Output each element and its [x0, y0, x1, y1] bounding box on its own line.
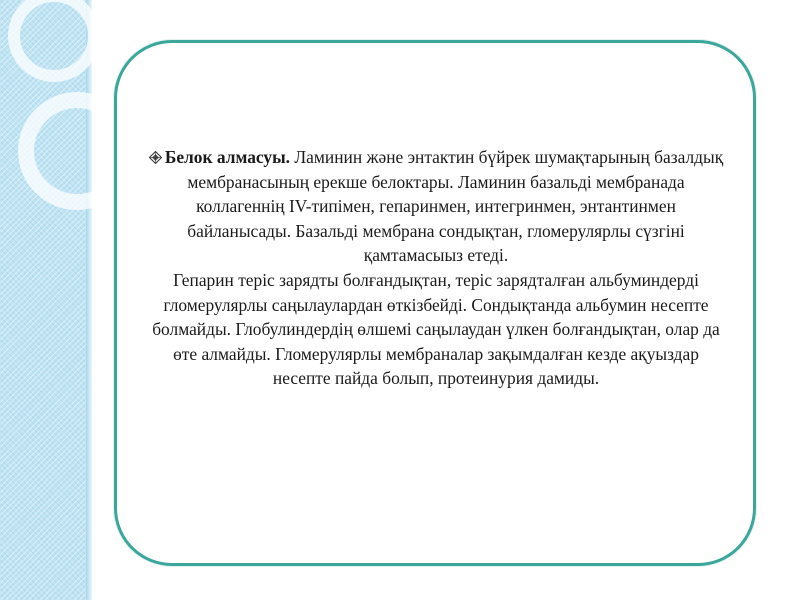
diamond-bullet-icon [149, 151, 162, 164]
paragraph-1 [146, 145, 726, 268]
decorative-side-stripe [0, 0, 92, 600]
slide-heading: Белок алмасуы. [164, 147, 291, 167]
paragraph-1-text: Ламинин және энтактин бүйрек шумақтарының базалдық мембранасының ерекше белоктары. Ламинин базальді мембранада коллагеннің IV-типімен, гепаринмен, интегринмен, энтантинмен байланысады. Базальді мембрана сондықтан, гломерулярлы сүзгіні қамтамасыыз етеді. [187, 147, 724, 266]
paragraph-2: Гепарин теріс зарядты болғандықтан, теріс зарядталған альбуминдерді гломерулярлы саңылаулардан өткізбейді. Сондықтанда альбумин несепте болмайды. Глобулиндердің өлшемі саңылаудан үлкен болғандықтан, олар да өте алмайды. Гломерулярлы мембраналар зақымдалған кезде ақуыздар несепте пайда болып, протеинурия дамиды. [152, 269, 720, 389]
decorative-stripe-edge [86, 0, 92, 600]
slide-text-block [146, 145, 726, 391]
